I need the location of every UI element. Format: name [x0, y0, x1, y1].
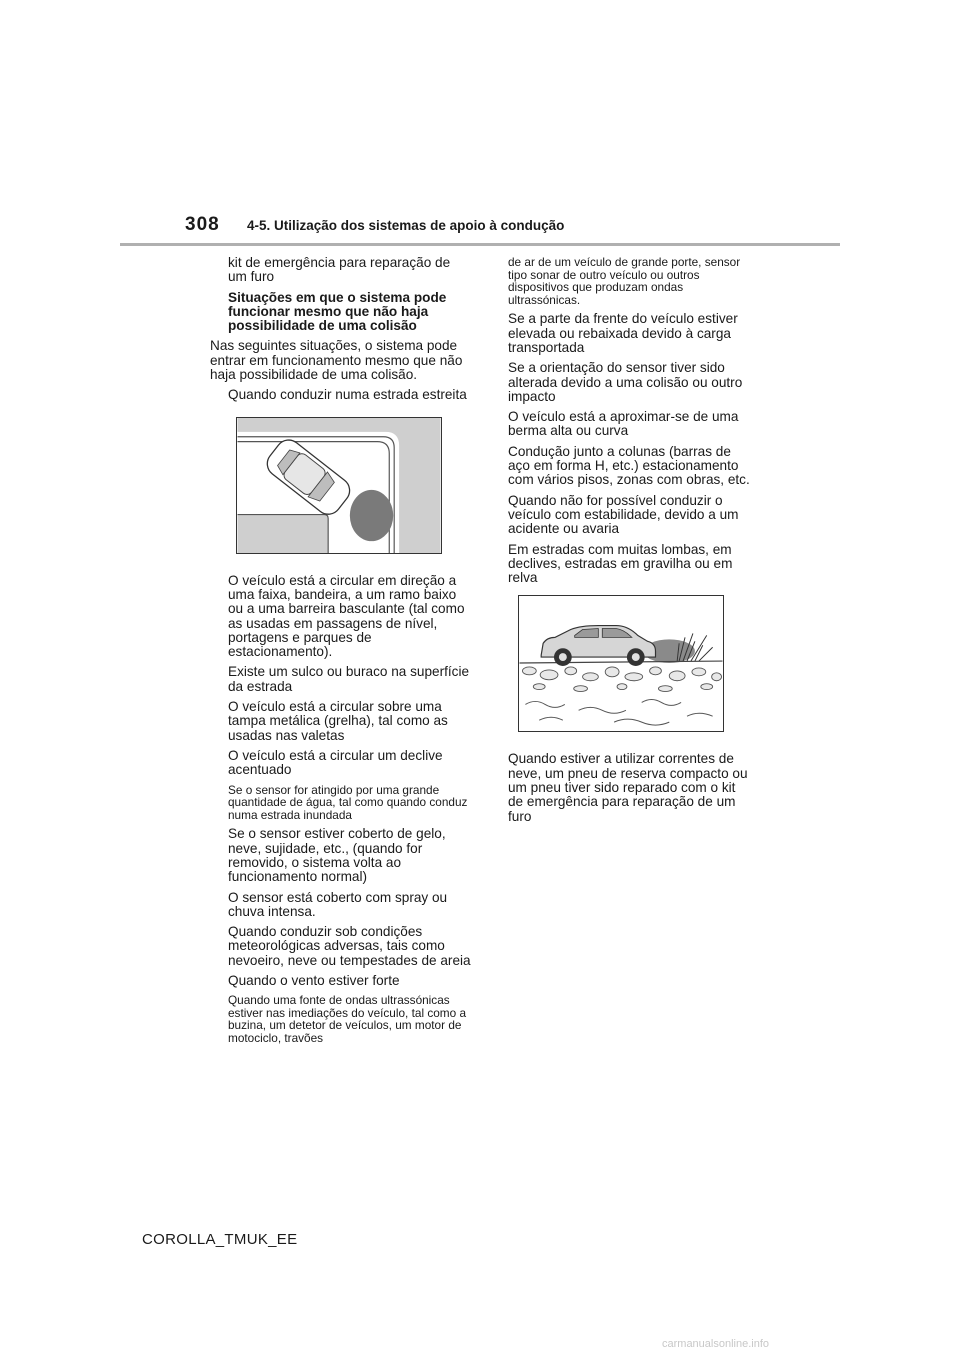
list-item: Em estradas com muitas lombas, em declives, estradas em gravilha ou em relva	[508, 541, 733, 586]
list-item: Existe um sulco ou buraco na superfície da estrada	[228, 664, 470, 694]
list-item: O sensor está coberto com spray ou chuva intensa.	[228, 889, 448, 919]
list-item: Quando estiver a utilizar correntes de neve, um pneu de reserva compacto ou um pneu tiver sido reparado com o kit de emergência para reparação de um furo	[508, 751, 748, 824]
list-item: Se o sensor estiver coberto de gelo, neve, sujidade, etc., (quando for removido, o sistema volta ao funcionamento normal)	[228, 826, 446, 885]
list-item: O veículo está a circular em direção a uma faixa, bandeira, a um ramo baixo ou a uma barreira basculante (tal como as usadas em passagens de nível, portagens e parques de estacionamento).	[228, 572, 465, 660]
sensor-detection-zone	[350, 490, 393, 541]
document-code: COROLLA_TMUK_EE	[142, 1231, 298, 1248]
list-item: Quando uma fonte de ondas ultrassónicas estiver nas imediações do veículo, tal como a buzina, um detetor de veículos, um motor de motociclo, travões	[228, 993, 467, 1046]
list-item: O veículo está a circular um declive acentuado	[228, 747, 443, 778]
section-title: 4-5. Utilização dos sistemas de apoio à condução	[247, 218, 565, 233]
list-item: Se o sensor for atingido por uma grande quantidade de água, tal como quando conduz numa estrada inundada	[228, 782, 468, 822]
list-item: Quando o vento estiver forte	[228, 972, 400, 988]
header-divider	[120, 243, 840, 246]
right-column	[508, 256, 753, 830]
watermark: carmanualsonline.info	[662, 1338, 770, 1350]
list-item: Quando não for possível conduzir o veículo com estabilidade, devido a um acidente ou avaria	[508, 492, 739, 537]
rough-road-illustration	[518, 595, 724, 732]
narrow-road-svg	[237, 418, 441, 553]
list-item: Se a parte da frente do veículo estiver elevada ou rebaixada devido à carga transportada	[508, 311, 738, 355]
list-item: Quando conduzir numa estrada estreita	[228, 387, 467, 403]
list-item: O veículo está a circular sobre uma tampa metálica (grelha), tal como as usadas nas valetas	[228, 699, 448, 743]
curb-block	[238, 514, 329, 552]
paragraph: kit de emergência para reparação de um furo	[228, 255, 451, 285]
narrow-road-illustration	[236, 417, 442, 554]
list-item: Quando conduzir sob condições meteorológicas adversas, tais como nevoeiro, neve ou tempestades de areia	[228, 924, 471, 968]
left-column	[210, 256, 472, 1051]
section-heading: Situações em que o sistema pode funcionar mesmo que não haja possibilidade de uma colisão	[228, 289, 447, 334]
list-item: Se a orientação do sensor tiver sido alterada devido a uma colisão ou outro impacto	[508, 360, 743, 404]
list-item: O veículo está a aproximar-se de uma berma alta ou curva	[508, 409, 739, 439]
intro-paragraph: Nas seguintes situações, o sistema pode entrar em funcionamento mesmo que não haja possibilidade de uma colisão.	[210, 338, 463, 383]
page-number: 308	[185, 214, 220, 235]
list-item: Condução junto a colunas (barras de aço em forma H, etc.) estacionamento com vários pisos, zonas com obras, etc.	[508, 443, 750, 488]
list-item-continued: de ar de um veículo de grande porte, sensor tipo sonar de outro veículo ou outros dispositivos que produzam ondas ultrassónicas.	[508, 255, 741, 307]
rough-road-svg	[519, 596, 723, 731]
